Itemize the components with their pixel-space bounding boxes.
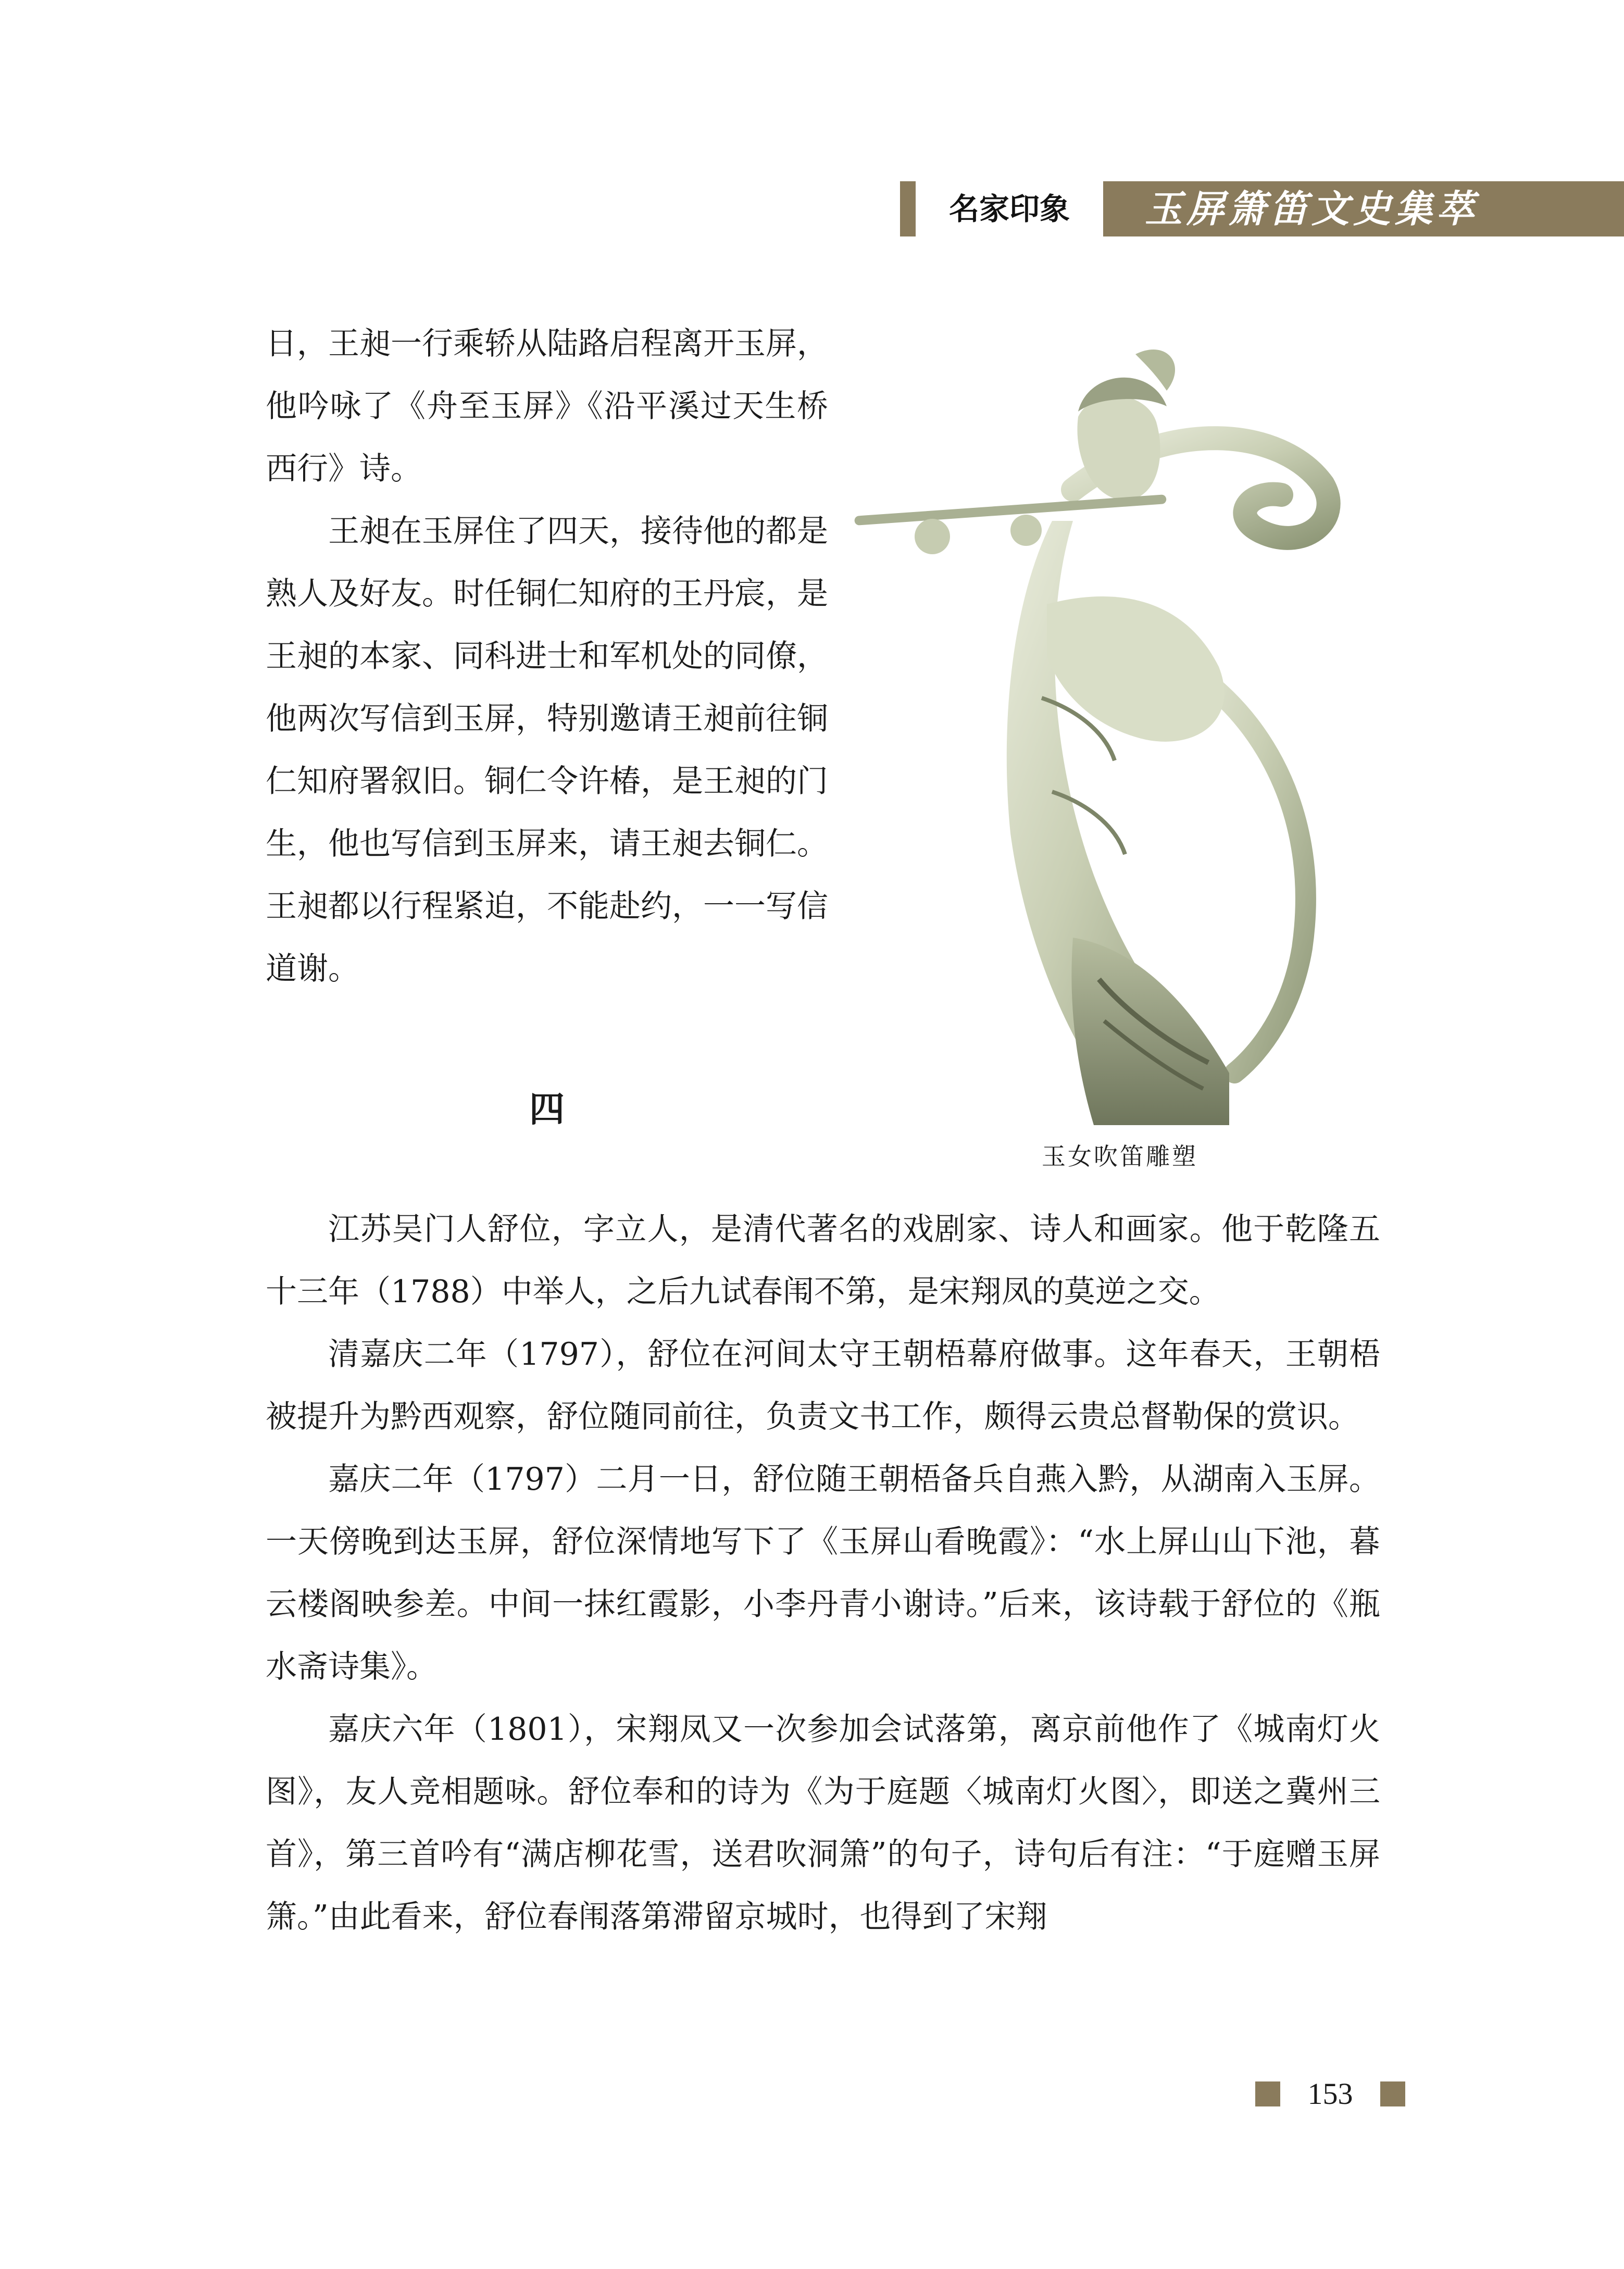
flute-playing-statue-image: [854, 333, 1365, 1136]
header-section-label: 名家印象: [916, 181, 1103, 236]
page-number-right-square: [1380, 2081, 1405, 2106]
statue-figure: [854, 333, 1365, 1136]
page-number-left-square: [1255, 2081, 1280, 2106]
column-paragraph-2: 王昶在玉屏住了四天，接待他的都是熟人及好友。时任铜仁知府的王丹宸，是王昶的本家、同科进士和军机处的同僚，他两次写信到玉屏，特别邀请王昶前往铜仁知府署叙旧。铜仁令许椿，是王昶的门生，他也写信到玉屏来，请王昶去铜仁。王昶都以行程紧迫，不能赴约，一一写信道谢。: [266, 513, 828, 987]
full-width-text: [266, 1198, 1380, 1948]
body-paragraph: 清嘉庆二年（1797），舒位在河间太守王朝梧幕府做事。这年春天，王朝梧被提升为黔西观察，舒位随同前往，负责文书工作，颇得云贵总督勒保的赏识。: [266, 1336, 1380, 1435]
section-heading: 四: [529, 1089, 565, 1130]
header-accent-bar: [900, 181, 916, 236]
column-paragraph-1: 日，王昶一行乘轿从陆路启程离开玉屏，他吟咏了《舟至玉屏》《沿平溪过天生桥西行》诗。: [266, 326, 828, 487]
body-paragraph: 嘉庆二年（1797）二月一日，舒位随王朝梧备兵自燕入黔，从湖南入玉屏。一天傍晚到达玉屏，舒位深情地写下了《玉屏山看晚霞》：“水上屏山山下池，暮云楼阁映参差。中间一抹红霞影，小李丹青小谢诗。”后来，该诗载于舒位的《瓶水斋诗集》。: [266, 1461, 1380, 1685]
body-paragraph: 江苏吴门人舒位，字立人，是清代著名的戏剧家、诗人和画家。他于乾隆五十三年（1788）中举人，之后九试春闱不第，是宋翔凤的莫逆之交。: [266, 1211, 1380, 1310]
body-paragraph: 嘉庆六年（1801），宋翔凤又一次参加会试落第，离京前他作了《城南灯火图》，友人竞相题咏。舒位奉和的诗为《为于庭题〈城南灯火图〉，即送之冀州三首》，第三首吟有“满店柳花雪，送君吹洞箫”的句子，诗句后有注：“于庭赠玉屏箫。”由此看来，舒位春闱落第滞留京城时，也得到了宋翔: [266, 1711, 1380, 1935]
header-book-title: 玉屏箫笛文史集萃: [1103, 181, 1624, 236]
narrow-text-column: [266, 313, 828, 1000]
page-number: 153: [1307, 2077, 1353, 2111]
figure-caption: 玉女吹笛雕塑: [1042, 1142, 1198, 1170]
running-header: [900, 181, 1624, 236]
